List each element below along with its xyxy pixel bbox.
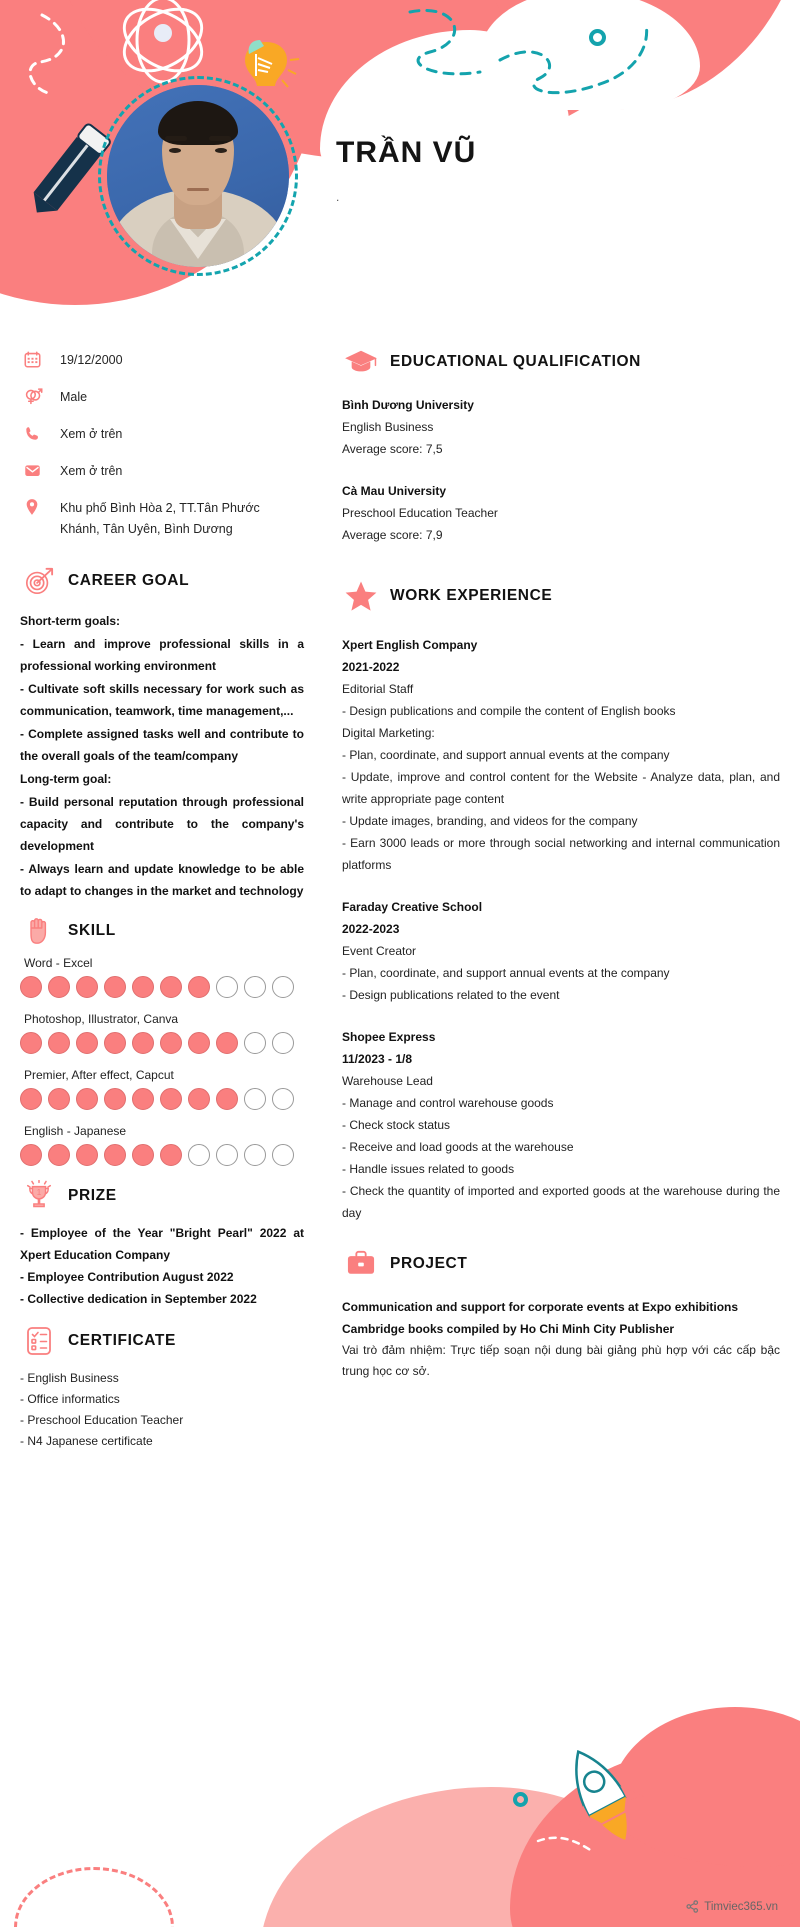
section-header-certificate bbox=[20, 1326, 304, 1356]
education-major: Preschool Education Teacher bbox=[342, 506, 498, 520]
section-header-career-goal bbox=[20, 566, 304, 596]
certificate-line: - N4 Japanese certificate bbox=[20, 1434, 153, 1448]
career-goal-line: - Learn and improve professional skills in a professional working environment bbox=[20, 637, 304, 673]
career-goal-line: - Cultivate soft skills necessary for work such as communication, teamwork, time management,... bbox=[20, 682, 304, 718]
page-title: TRẦN VŨ bbox=[336, 136, 477, 169]
section-header-skill bbox=[20, 916, 304, 946]
job-line: - Handle issues related to goods bbox=[342, 1162, 515, 1176]
phone-icon bbox=[24, 424, 50, 442]
certificate-line: - Preschool Education Teacher bbox=[20, 1413, 184, 1427]
teal-ring-icon bbox=[589, 29, 606, 46]
project-line: Communication and support for corporate events at Expo exhibitions bbox=[342, 1300, 739, 1314]
contact-value: Xem ở trên bbox=[60, 464, 123, 478]
job-line: - Plan, coordinate, and support annual events at the company bbox=[342, 966, 670, 980]
contact-list bbox=[20, 350, 304, 540]
contact-row-phone bbox=[20, 424, 304, 445]
contact-row-birthdate bbox=[20, 350, 304, 371]
skill-label: Premier, After effect, Capcut bbox=[24, 1068, 174, 1082]
skill-rating bbox=[20, 1032, 304, 1054]
job-role: Editorial Staff bbox=[342, 682, 414, 696]
job-company: Xpert English Company bbox=[342, 638, 478, 652]
cv-body bbox=[0, 340, 800, 1452]
career-goal-line: - Always learn and update knowledge to be able to adapt to changes in the market and technology bbox=[20, 862, 304, 898]
section-header-work-experience bbox=[342, 580, 780, 612]
footer-dashed-arc bbox=[14, 1867, 174, 1927]
job-period: 2022-2023 bbox=[342, 922, 400, 936]
job-line: - Plan, coordinate, and support annual events at the company bbox=[342, 748, 670, 762]
job-line: - Receive and load goods at the warehouse bbox=[342, 1140, 574, 1154]
job-period: 11/2023 - 1/8 bbox=[342, 1052, 413, 1066]
contact-row-address bbox=[20, 498, 304, 540]
name-subtitle: . bbox=[336, 190, 340, 204]
rocket-icon bbox=[530, 1737, 680, 1867]
career-goal-line: Short-term goals: bbox=[20, 614, 121, 628]
graduation-cap-icon bbox=[342, 348, 380, 376]
career-goal-line: Long-term goal: bbox=[20, 772, 112, 786]
job-line: - Check the quantity of imported and exported goods at the warehouse during the day bbox=[342, 1184, 780, 1220]
section-title: EDUCATIONAL QUALIFICATION bbox=[390, 353, 641, 370]
section-header-project bbox=[342, 1250, 780, 1278]
email-icon bbox=[24, 461, 50, 479]
section-header-education bbox=[342, 348, 780, 376]
contact-row-email bbox=[20, 461, 304, 482]
location-icon bbox=[24, 498, 50, 516]
skill-rating bbox=[20, 1088, 304, 1110]
cv-footer bbox=[0, 1627, 800, 1927]
gender-icon bbox=[24, 387, 50, 405]
section-title: CAREER GOAL bbox=[68, 572, 190, 589]
right-column bbox=[320, 340, 780, 1452]
job-line: - Design publications related to the event bbox=[342, 988, 560, 1002]
job-line: Digital Marketing: bbox=[342, 726, 435, 740]
section-header-prize bbox=[20, 1180, 304, 1212]
job-company: Shopee Express bbox=[342, 1030, 436, 1044]
contact-value: Khu phố Bình Hòa 2, TT.Tân Phước Khánh, Tân Uyên, Bình Dương bbox=[60, 501, 260, 536]
skill-rating bbox=[20, 976, 304, 998]
prize-line: - Employee of the Year "Bright Pearl" 2022 at Xpert Education Company bbox=[20, 1226, 304, 1262]
checklist-icon bbox=[20, 1326, 58, 1356]
svg-text:1: 1 bbox=[36, 1187, 42, 1198]
share-icon bbox=[686, 1900, 699, 1913]
skill-item bbox=[20, 956, 304, 998]
education-score: Average score: 7,9 bbox=[342, 528, 443, 542]
project-line: Vai trò đảm nhiệm: Trực tiếp soạn nội dung bài giảng phù hợp với các cấp bậc trung học cơ sở. bbox=[342, 1343, 780, 1378]
contact-value: Male bbox=[60, 390, 88, 404]
section-title: PROJECT bbox=[390, 1255, 468, 1272]
contact-value: Xem ở trên bbox=[60, 427, 123, 441]
education-major: English Business bbox=[342, 420, 434, 434]
skill-label: Word - Excel bbox=[24, 956, 93, 970]
dashed-swirl-right-icon bbox=[400, 2, 670, 142]
section-title: PRIZE bbox=[68, 1187, 117, 1204]
calendar-icon bbox=[24, 350, 50, 368]
star-icon bbox=[342, 580, 380, 612]
job-line: - Update, improve and control content for the Website - Analyze data, plan, and write appropriate page content bbox=[342, 770, 780, 806]
education-score: Average score: 7,5 bbox=[342, 442, 443, 456]
avatar bbox=[98, 76, 298, 276]
project-line: Cambridge books compiled by Ho Chi Minh City Publisher bbox=[342, 1322, 675, 1336]
contact-value: 19/12/2000 bbox=[60, 353, 123, 367]
contact-row-gender bbox=[20, 387, 304, 408]
left-column bbox=[20, 340, 320, 1452]
education-school: Cà Mau University bbox=[342, 484, 447, 498]
job-period: 2021-2022 bbox=[342, 660, 400, 674]
section-title: WORK EXPERIENCE bbox=[390, 587, 553, 604]
job-role: Warehouse Lead bbox=[342, 1074, 433, 1088]
name-block bbox=[336, 136, 476, 204]
job-line: - Manage and control warehouse goods bbox=[342, 1096, 554, 1110]
section-title: SKILL bbox=[68, 922, 116, 939]
footer-teal-ring-icon bbox=[513, 1792, 528, 1807]
job-line: - Check stock status bbox=[342, 1118, 451, 1132]
trophy-icon bbox=[20, 1180, 58, 1212]
career-goal-line: - Complete assigned tasks well and contribute to the overall goals of the team/company bbox=[20, 727, 304, 763]
dashed-swirl-left-icon bbox=[22, 10, 102, 120]
job-company: Faraday Creative School bbox=[342, 900, 483, 914]
footer-brand-label: Timviec365.vn bbox=[704, 1900, 778, 1913]
certificate-line: - English Business bbox=[20, 1371, 119, 1385]
prize-line: - Collective dedication in September 2022 bbox=[20, 1292, 257, 1306]
footer-brand bbox=[686, 1900, 778, 1913]
skill-item bbox=[20, 1124, 304, 1166]
skill-label: English - Japanese bbox=[24, 1124, 127, 1138]
job-role: Event Creator bbox=[342, 944, 417, 958]
job-line: - Update images, branding, and videos for the company bbox=[342, 814, 638, 828]
skill-item bbox=[20, 1068, 304, 1110]
hand-icon bbox=[20, 916, 58, 946]
briefcase-icon bbox=[342, 1250, 380, 1278]
certificate-line: - Office informatics bbox=[20, 1392, 120, 1406]
atom-icon bbox=[108, 0, 218, 85]
avatar-photo bbox=[107, 85, 289, 267]
career-goal-line: - Build personal reputation through professional capacity and contribute to the company's development bbox=[20, 795, 304, 853]
prize-line: - Employee Contribution August 2022 bbox=[20, 1270, 234, 1284]
skill-rating bbox=[20, 1144, 304, 1166]
skill-label: Photoshop, Illustrator, Canva bbox=[24, 1012, 179, 1026]
education-school: Bình Dương University bbox=[342, 398, 474, 412]
target-icon bbox=[20, 566, 58, 596]
cv-header bbox=[0, 0, 800, 340]
job-line: - Earn 3000 leads or more through social networking and internal communication platforms bbox=[342, 836, 780, 872]
section-title: CERTIFICATE bbox=[68, 1332, 176, 1349]
skill-item bbox=[20, 1012, 304, 1054]
job-line: - Design publications and compile the content of English books bbox=[342, 704, 676, 718]
